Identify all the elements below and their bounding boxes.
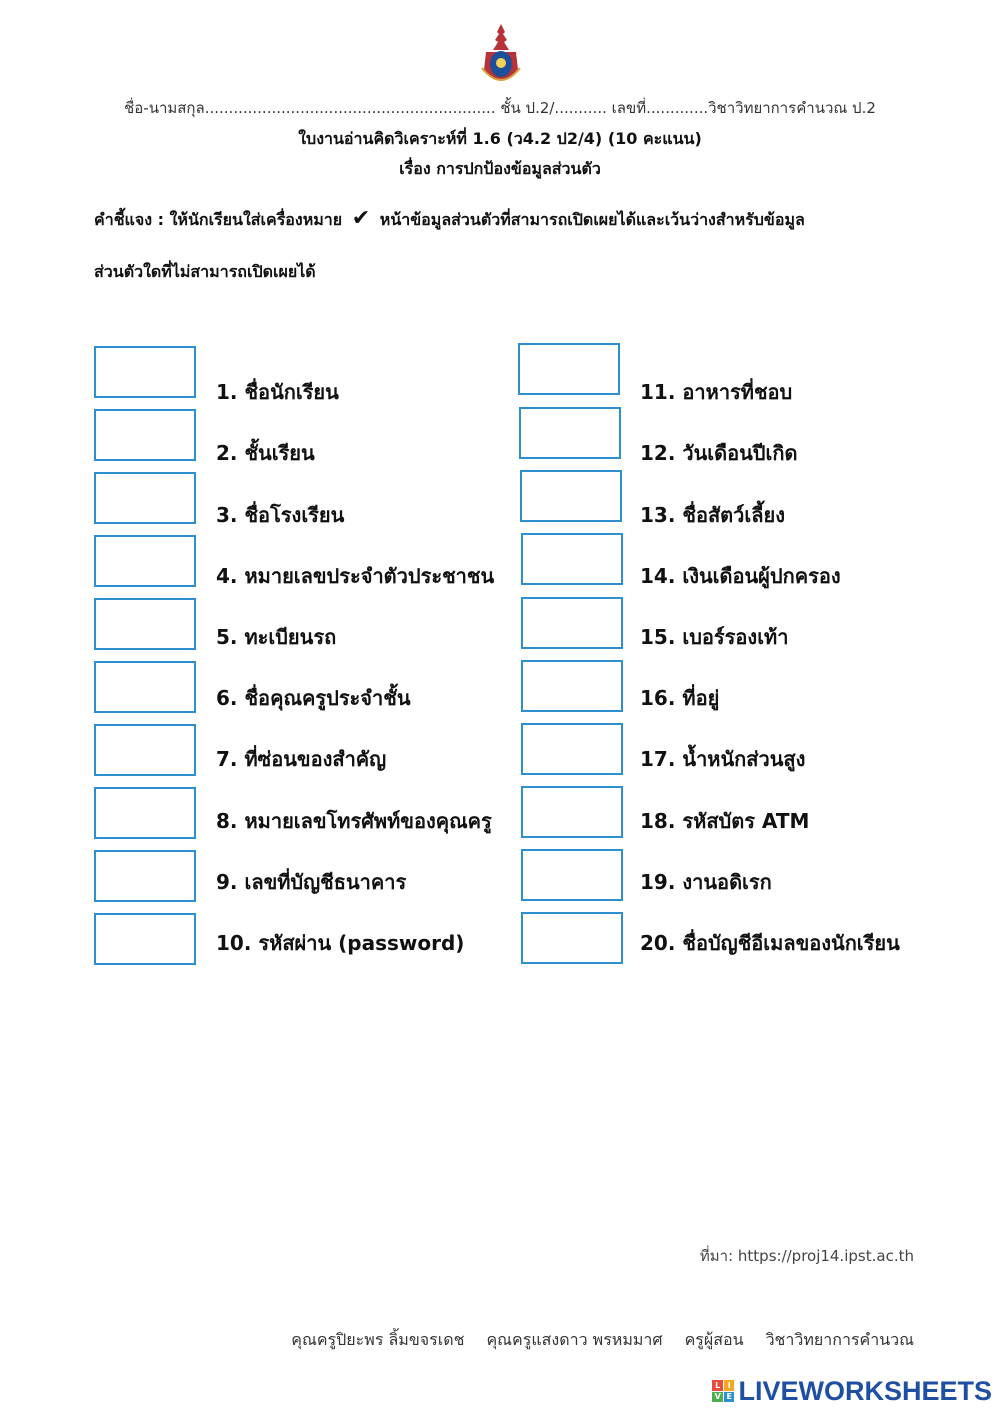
teacher-name-2: คุณครูแสงดาว พรหมมาศ bbox=[486, 1330, 663, 1349]
answer-box-18[interactable] bbox=[521, 786, 623, 838]
instructions-line-2: ส่วนตัวใดที่ไม่สามารถเปิดเผยได้ bbox=[94, 262, 316, 281]
worksheet-title: ใบงานอ่านคิดวิเคราะห์ที่ 1.6 (ว4.2 ป2/4) (10 คะแนน) bbox=[298, 129, 702, 148]
answer-box-13[interactable] bbox=[520, 470, 622, 522]
liveworksheets-logo bbox=[712, 1376, 992, 1406]
answer-box-12[interactable] bbox=[519, 407, 621, 459]
instructions-line-1 bbox=[94, 206, 805, 233]
item-label-8: 8. หมายเลขโทรศัพท์ของคุณครู bbox=[216, 809, 492, 833]
answer-box-3[interactable] bbox=[94, 472, 196, 524]
liveworksheets-text: LIVEWORKSHEETS bbox=[738, 1375, 992, 1406]
teacher-role: ครูผู้สอน bbox=[684, 1330, 744, 1349]
source-citation: ที่มา: https://proj14.ipst.ac.th bbox=[699, 1247, 914, 1265]
item-label-11: 11. อาหารที่ชอบ bbox=[640, 380, 793, 404]
item-label-10: 10. รหัสผ่าน (password) bbox=[216, 931, 465, 955]
item-label-3: 3. ชื่อโรงเรียน bbox=[216, 503, 345, 527]
item-label-5: 5. ทะเบียนรถ bbox=[216, 625, 337, 649]
item-label-6: 6. ชื่อคุณครูประจำชั้น bbox=[216, 686, 411, 710]
worksheet-topic: เรื่อง การปกป้องข้อมูลส่วนตัว bbox=[399, 159, 601, 178]
item-label-7: 7. ที่ซ่อนของสำคัญ bbox=[216, 747, 387, 771]
answer-box-8[interactable] bbox=[94, 787, 196, 839]
item-label-2: 2. ชั้นเรียน bbox=[216, 441, 315, 465]
answer-box-6[interactable] bbox=[94, 661, 196, 713]
item-label-17: 17. น้ำหนักส่วนสูง bbox=[640, 747, 806, 771]
class-field-label[interactable]: ชั้น ป.2/........... bbox=[500, 99, 607, 117]
item-label-15: 15. เบอร์รองเท้า bbox=[640, 625, 789, 649]
item-label-9: 9. เลขที่บัญชีธนาคาร bbox=[216, 870, 407, 894]
teacher-name-1: คุณครูปิยะพร ลิ้มขจรเดช bbox=[291, 1330, 465, 1349]
item-label-13: 13. ชื่อสัตว์เลี้ยง bbox=[640, 503, 785, 527]
item-label-1: 1. ชื่อนักเรียน bbox=[216, 380, 339, 404]
item-label-20: 20. ชื่อบัญชีอีเมลของนักเรียน bbox=[640, 931, 900, 955]
answer-box-17[interactable] bbox=[521, 723, 623, 775]
answer-box-10[interactable] bbox=[94, 913, 196, 965]
answer-box-11[interactable] bbox=[518, 343, 620, 395]
student-info-line bbox=[0, 96, 1000, 120]
instructions-suffix: หน้าข้อมูลส่วนตัวที่สามารถเปิดเผยได้และเว้นว่างสำหรับข้อมูล bbox=[379, 210, 805, 229]
answer-box-14[interactable] bbox=[521, 533, 623, 585]
checkmark-icon: ✔ bbox=[351, 206, 371, 231]
answer-box-15[interactable] bbox=[521, 597, 623, 649]
answer-box-1[interactable] bbox=[94, 346, 196, 398]
answer-box-9[interactable] bbox=[94, 850, 196, 902]
name-field-label[interactable]: ชื่อ-นามสกุล............................................................. bbox=[124, 99, 496, 117]
answer-box-16[interactable] bbox=[521, 660, 623, 712]
item-label-12: 12. วันเดือนปีเกิด bbox=[640, 441, 798, 465]
footer-subject: วิชาวิทยาการคำนวณ bbox=[765, 1330, 914, 1349]
subject-label: วิชาวิทยาการคำนวณ ป.2 bbox=[708, 99, 876, 117]
item-label-16: 16. ที่อยู่ bbox=[640, 686, 720, 710]
liveworksheets-icon: L I V E bbox=[712, 1380, 734, 1402]
item-label-19: 19. งานอดิเรก bbox=[640, 870, 772, 894]
school-crest-logo bbox=[478, 22, 524, 90]
answer-box-2[interactable] bbox=[94, 409, 196, 461]
answer-box-4[interactable] bbox=[94, 535, 196, 587]
answer-box-5[interactable] bbox=[94, 598, 196, 650]
number-field-label[interactable]: เลขที่............. bbox=[611, 99, 709, 117]
instructions-prefix: คำชี้แจง : ให้นักเรียนใส่เครื่องหมาย bbox=[94, 210, 343, 229]
answer-box-20[interactable] bbox=[521, 912, 623, 964]
teacher-credits bbox=[291, 1328, 914, 1353]
answer-box-7[interactable] bbox=[94, 724, 196, 776]
answer-box-19[interactable] bbox=[521, 849, 623, 901]
item-label-4: 4. หมายเลขประจำตัวประชาชน bbox=[216, 564, 495, 588]
item-label-18: 18. รหัสบัตร ATM bbox=[640, 809, 810, 833]
item-label-14: 14. เงินเดือนผู้ปกครอง bbox=[640, 564, 841, 588]
